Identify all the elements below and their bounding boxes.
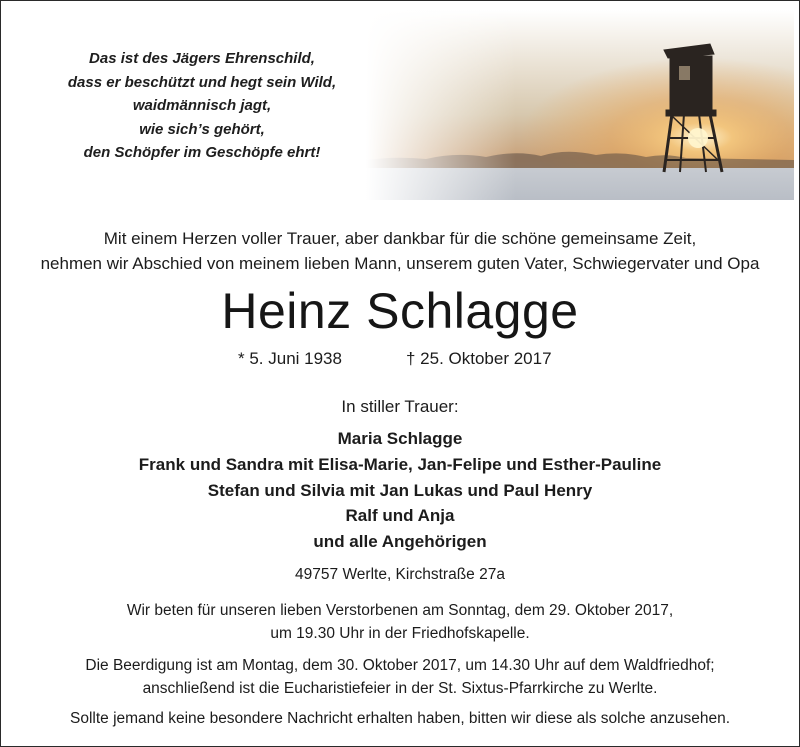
death-date: † 25. Oktober 2017	[406, 349, 552, 368]
mourner-line: und alle Angehörigen	[313, 532, 487, 552]
family-address: 49757 Werlte, Kirchstraße 27a	[295, 566, 505, 583]
poem-line: waidmännisch jagt,	[132, 97, 272, 114]
hunter-poem	[22, 47, 382, 165]
notice-line: anschließend ist die Eucharistiefeier in der St. Sixtus-Pfarrkirche zu Werlte.	[142, 679, 658, 697]
poem-line: Das ist des Jägers Ehrenschild,	[89, 50, 315, 67]
prayer-service-notice	[0, 600, 800, 645]
notice-line: Wir beten für unseren lieben Verstorbenen am Sonntag, dem 29. Oktober 2017,	[126, 602, 674, 619]
deceased-name: Heinz Schlagge	[221, 283, 579, 339]
final-notice	[0, 708, 800, 731]
mourner-line: Ralf und Anja	[345, 506, 455, 526]
hunting-stand-photo	[366, 10, 794, 200]
mourner-line: Frank und Sandra mit Elisa-Marie, Jan-Felipe und Esther-Pauline	[138, 454, 662, 474]
mourners-list	[0, 426, 800, 555]
birth-date: * 5. Juni 1938	[238, 349, 342, 368]
poem-line: den Schöpfer im Geschöpfe ehrt!	[83, 144, 321, 161]
intro-line: nehmen wir Abschied von meinem lieben Mann, unserem guten Vater, Schwiegervater und Opa	[40, 254, 760, 273]
mourner-line: Maria Schlagge	[337, 429, 463, 448]
mourner-line: Stefan und Silvia mit Jan Lukas und Paul Henry	[207, 480, 593, 500]
intro-text	[0, 226, 800, 276]
poem-line: dass er beschützt und hegt sein Wild,	[67, 73, 337, 91]
hunting-stand-image	[366, 10, 794, 200]
notice-line: Sollte jemand keine besondere Nachricht erhalten haben, bitten wir diese als solche anzusehen.	[69, 710, 731, 727]
notice-line: um 19.30 Uhr in der Friedhofskapelle.	[270, 624, 530, 642]
burial-notice	[0, 655, 800, 700]
poem-line: wie sich’s gehört,	[139, 120, 265, 138]
notice-line: Die Beerdigung ist am Montag, dem 30. Oktober 2017, um 14.30 Uhr auf dem Waldfriedhof;	[85, 657, 715, 674]
mourners-heading: In stiller Trauer:	[341, 397, 459, 416]
intro-line: Mit einem Herzen voller Trauer, aber dankbar für die schöne gemeinsame Zeit,	[103, 229, 697, 248]
